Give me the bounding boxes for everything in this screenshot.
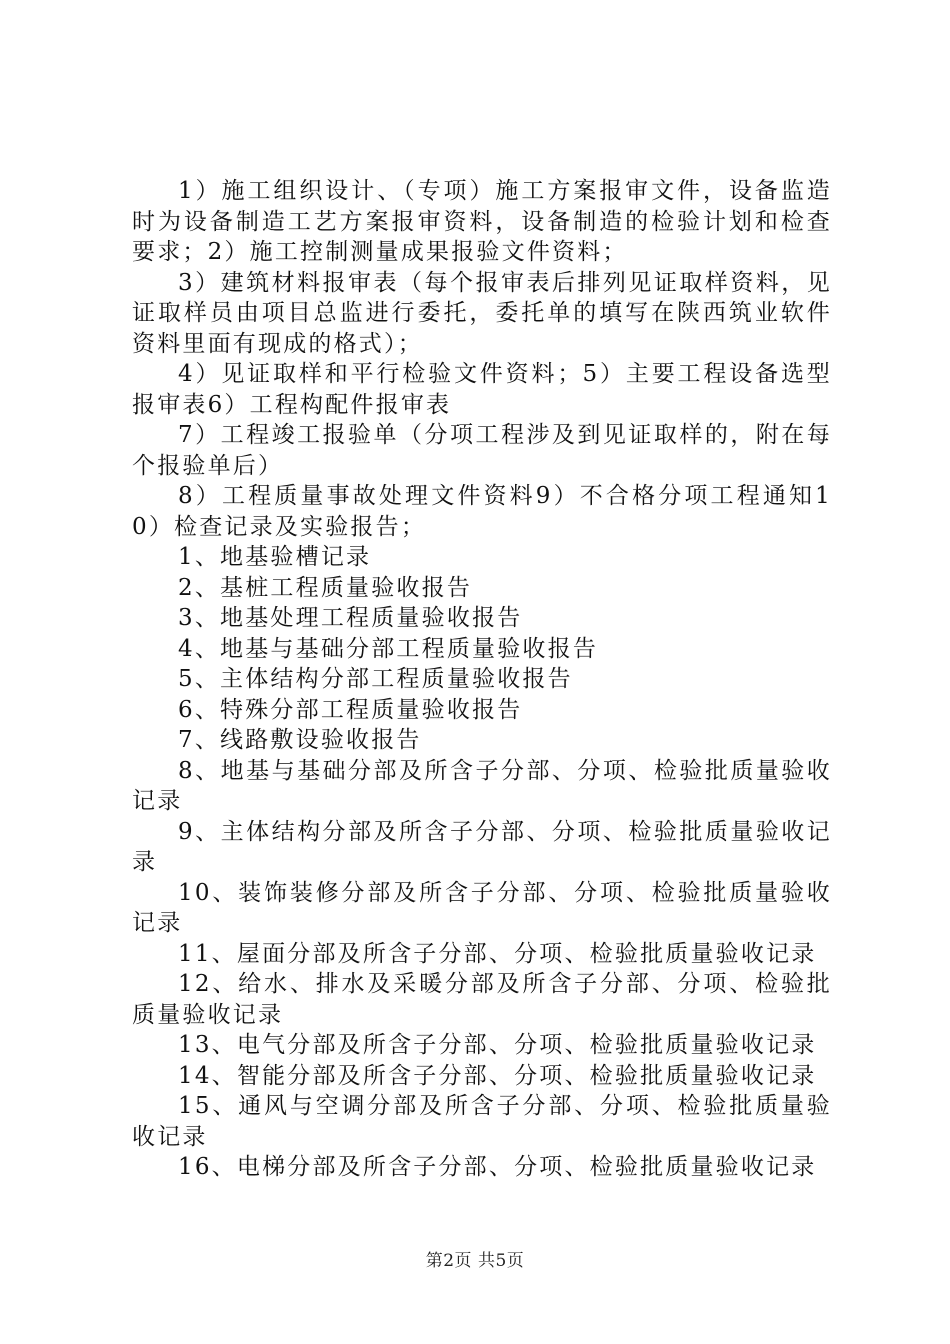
- list-item: 11、屋面分部及所含子分部、分项、检验批质量验收记录: [178, 940, 817, 967]
- list-item: 8、地基与基础分部及所含子分部、分项、检验批质量验收记录: [132, 757, 832, 814]
- list-item: 1、地基验槽记录: [178, 544, 372, 570]
- page-footer: 第2页 共5页: [425, 1251, 525, 1271]
- list-item: 12、给水、排水及采暖分部及所含子分部、分项、检验批质量验收记录: [132, 971, 832, 1028]
- list-item: 9、主体结构分部及所含子分部、分项、检验批质量验收记录: [132, 818, 832, 875]
- list-item: 3、地基处理工程质量验收报告: [178, 605, 523, 631]
- list-item: 10、装饰装修分部及所含子分部、分项、检验批质量验收记录: [132, 879, 832, 936]
- paragraph: 4）见证取样和平行检验文件资料；5）主要工程设备选型报审表6）工程构配件报审表: [132, 361, 832, 418]
- paragraph: 8）工程质量事故处理文件资料9）不合格分项工程通知10）检查记录及实验报告；: [132, 483, 832, 540]
- document-body: [132, 176, 832, 1183]
- list-item: 14、智能分部及所含子分部、分项、检验批质量验收记录: [178, 1062, 817, 1089]
- list-item: 5、主体结构分部工程质量验收报告: [178, 666, 573, 692]
- paragraph: 3）建筑材料报审表（每个报审表后排列见证取样资料，见证取样员由项目总监进行委托，委托单的填写在陕西筑业软件资料里面有现成的格式）；: [132, 269, 832, 357]
- paragraph: 1）施工组织设计、（专项）施工方案报审文件，设备监造时为设备制造工艺方案报审资料，设备制造的检验计划和检查要求；2）施工控制测量成果报验文件资料；: [132, 178, 832, 265]
- list-item: 13、电气分部及所含子分部、分项、检验批质量验收记录: [178, 1032, 817, 1058]
- list-item: 2、基桩工程质量验收报告: [178, 574, 473, 601]
- list-item: 4、地基与基础分部工程质量验收报告: [178, 635, 599, 662]
- list-item: 16、电梯分部及所含子分部、分项、检验批质量验收记录: [178, 1154, 817, 1180]
- list-item: 7、线路敷设验收报告: [178, 727, 422, 753]
- list-item: 15、通风与空调分部及所含子分部、分项、检验批质量验收记录: [132, 1093, 832, 1150]
- list-item: 6、特殊分部工程质量验收报告: [178, 696, 523, 723]
- paragraph: 7）工程竣工报验单（分项工程涉及到见证取样的，附在每个报验单后）: [132, 422, 832, 479]
